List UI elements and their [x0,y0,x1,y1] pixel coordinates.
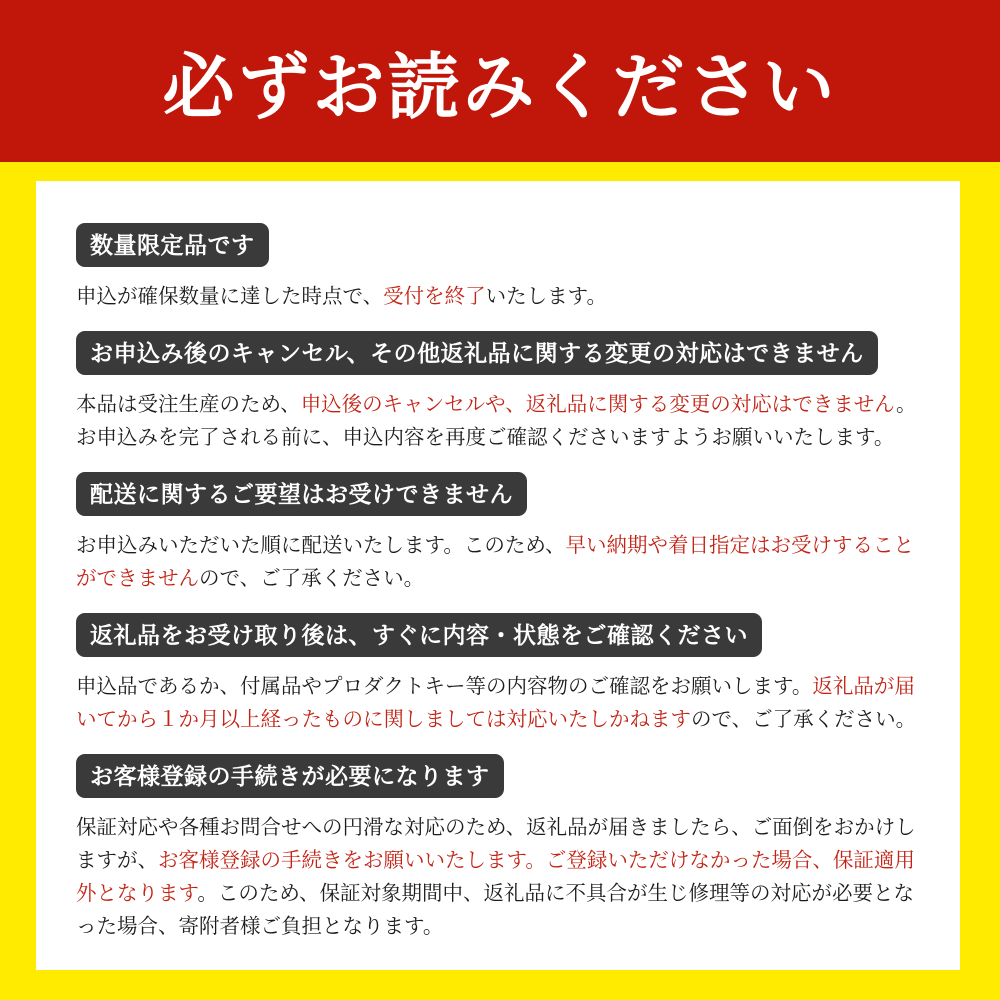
notice-section [76,754,920,943]
body-text-segment: ので、ご了承ください。 [199,567,425,590]
page-title: 必ずお読みください [162,48,838,128]
notice-section [76,331,920,454]
notice-section [76,472,920,595]
section-badge: 返礼品をお受け取り後は、すぐに内容・状態をご確認ください [76,613,762,657]
body-text-segment: 。お申込みを完了される前に、申込内容を再度ご確認くださいますようお願いいたします。 [76,393,917,449]
content-panel [36,181,960,970]
body-text-segment: 申込後のキャンセルや、返礼品に関する変更の対応はできません [300,393,897,416]
header-banner [0,0,1000,162]
body-text-segment: 早い納期や着日指定はお受けすることができません [76,534,915,590]
body-text-segment: お申込みいただいた順に配送いたします。このため、 [76,534,566,557]
body-text-segment: 申込が確保数量に達した時点で、 [76,285,384,308]
section-badge: お申込み後のキャンセル、その他返礼品に関する変更の対応はできません [76,331,878,375]
body-text-segment: 本品は受注生産のため、 [76,393,301,416]
body-text-segment: ので、ご了承ください。 [691,708,917,731]
section-badge: 数量限定品です [76,223,269,267]
notice-section [76,613,920,736]
body-text-segment: 申込品であるか、付属品やプロダクトキー等の内容物のご確認をお願いします。 [76,675,813,698]
section-badge: 配送に関するご要望はお受けできません [76,472,527,516]
body-text-segment: 保証対応や各種お問合せへの円滑な対応のため、返礼品が届きましたら、ご面倒をおかけしますが、 [76,816,916,872]
body-text-segment: 。このため、保証対象期間中、返礼品に不具合が生じ修理等の対応が必要となった場合、寄附者様ご負担となります。 [76,882,915,938]
section-body [76,388,920,454]
section-body [76,670,920,736]
section-badge: お客様登録の手続きが必要になります [76,754,504,798]
section-body [76,529,920,595]
section-body [76,811,920,943]
body-text-segment: いたします。 [485,285,607,308]
notice-section [76,223,920,313]
body-text-segment: 受付を終了 [383,285,486,308]
section-body [76,280,920,313]
body-text-segment: 返礼品が届いてから１か月以上経ったものに関しましては対応いたしかねます [76,675,915,731]
body-text-segment: お客様登録の手続きをお願いいたします。ご登録いただけなかった場合、保証適用外となります [76,849,915,905]
